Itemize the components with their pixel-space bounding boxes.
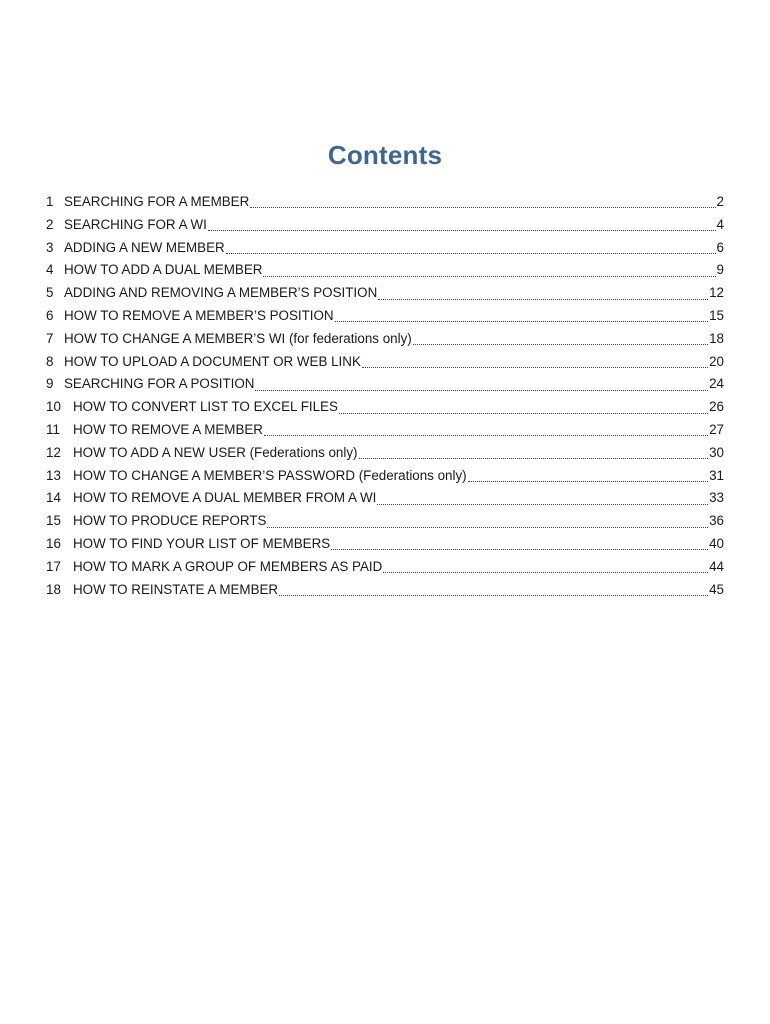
toc-entry-page: 12 (709, 285, 724, 301)
toc-entry[interactable] (46, 556, 724, 579)
toc-entry-page: 30 (709, 444, 724, 460)
toc-entry-number: 1 (46, 194, 54, 209)
dot-leader (339, 412, 708, 414)
toc-entry-title: HOW TO CHANGE A MEMBER’S PASSWORD (Federations only) (73, 467, 467, 483)
toc-entry[interactable] (46, 214, 724, 237)
toc-entry[interactable] (46, 579, 724, 602)
toc-entry-page: 45 (709, 581, 724, 597)
toc-entry-title: HOW TO REINSTATE A MEMBER (73, 581, 279, 597)
toc-entry[interactable] (46, 191, 724, 214)
toc-entry-title: HOW TO CHANGE A MEMBER’S WI (for federations only) (64, 330, 412, 346)
toc-entry-number: 12 (46, 444, 61, 460)
toc-entry-page: 18 (709, 330, 724, 346)
toc-entry-title: HOW TO ADD A NEW USER (Federations only) (73, 444, 358, 460)
dot-leader (359, 457, 709, 459)
dot-leader (378, 298, 708, 300)
toc-entry-title: HOW TO UPLOAD A DOCUMENT OR WEB LINK (64, 353, 361, 369)
toc-entry-page: 24 (709, 376, 724, 392)
toc-entry-title: HOW TO MARK A GROUP OF MEMBERS AS PAID (73, 558, 383, 574)
toc-entry-number: 5 (46, 285, 54, 301)
dot-leader (413, 343, 708, 345)
dot-leader (279, 594, 708, 596)
toc-entry[interactable] (46, 419, 724, 442)
toc-entry[interactable] (46, 282, 724, 305)
toc-entry[interactable] (46, 442, 724, 465)
toc-entry[interactable] (46, 487, 724, 510)
toc-entry[interactable] (46, 259, 724, 282)
toc-entry-title: HOW TO ADD A DUAL MEMBER (64, 262, 263, 278)
toc-entry-number: 7 (46, 330, 54, 346)
dot-leader (226, 252, 716, 254)
toc-entry-page: 36 (709, 513, 724, 529)
dot-leader (362, 366, 708, 368)
toc-entry-number: 15 (46, 513, 61, 529)
dot-leader (267, 526, 708, 528)
dot-leader (468, 480, 708, 482)
toc-entry-title: HOW TO FIND YOUR LIST OF MEMBERS (73, 535, 331, 551)
toc-entry-number: 18 (46, 581, 61, 597)
toc-entry[interactable] (46, 305, 724, 328)
toc-entry[interactable] (46, 237, 724, 260)
toc-entry-title: HOW TO REMOVE A MEMBER (73, 421, 263, 437)
dot-leader (377, 503, 708, 505)
toc-entry-number: 16 (46, 535, 61, 551)
toc-entry-page: 31 (709, 467, 724, 483)
toc-entry-page: 9 (716, 262, 724, 278)
toc-entry-title: HOW TO REMOVE A MEMBER’S POSITION (64, 307, 334, 323)
toc-entry-number: 3 (46, 239, 54, 255)
toc-entry-number: 11 (46, 421, 60, 437)
toc-entry-title: HOW TO PRODUCE REPORTS (73, 513, 267, 529)
toc-entry-title: HOW TO CONVERT LIST TO EXCEL FILES (73, 399, 338, 415)
toc-entry-page: 33 (709, 490, 724, 506)
toc-entry-page: 15 (709, 307, 724, 323)
toc-entry[interactable] (46, 533, 724, 556)
dot-leader (263, 275, 715, 277)
toc-entry-number: 10 (46, 399, 61, 415)
contents-heading: Contents (327, 140, 443, 170)
toc-entry-page: 4 (716, 216, 724, 232)
toc-entry-title: ADDING A NEW MEMBER (64, 239, 225, 255)
toc-entry-number: 9 (46, 376, 54, 392)
dot-leader (255, 389, 708, 391)
toc-entry-number: 8 (46, 353, 54, 369)
dot-leader (264, 434, 708, 436)
dot-leader (335, 320, 709, 322)
toc-entry[interactable] (46, 396, 724, 419)
toc-entry-page: 20 (709, 353, 724, 369)
toc-entry-page: 6 (716, 239, 724, 255)
toc-entry[interactable] (46, 373, 724, 396)
toc-entry-title: HOW TO REMOVE A DUAL MEMBER FROM A WI (73, 490, 377, 506)
dot-leader (331, 548, 708, 550)
toc-entry[interactable] (46, 465, 724, 488)
toc-entry[interactable] (46, 351, 724, 374)
toc-entry-page: 40 (709, 535, 724, 551)
toc-entry-number: 2 (46, 216, 54, 232)
toc-entry-title: SEARCHING FOR A MEMBER (64, 194, 250, 209)
dot-leader (208, 229, 716, 231)
toc-entry-page: 26 (709, 399, 724, 415)
toc-entry-number: 13 (46, 467, 61, 483)
dot-leader (383, 571, 708, 573)
toc-entry-page: 2 (716, 194, 724, 209)
toc-entry-number: 17 (46, 558, 61, 574)
toc-entry-page: 27 (709, 421, 724, 437)
table-of-contents (46, 191, 724, 601)
toc-entry-number: 14 (46, 490, 61, 506)
toc-entry-page: 44 (709, 558, 724, 574)
toc-entry-number: 6 (46, 307, 54, 323)
dot-leader (250, 206, 715, 208)
toc-entry-title: SEARCHING FOR A POSITION (64, 376, 255, 392)
toc-entry-title: ADDING AND REMOVING A MEMBER’S POSITION (64, 285, 378, 301)
toc-entry-title: SEARCHING FOR A WI (64, 216, 207, 232)
toc-entry[interactable] (46, 510, 724, 533)
toc-entry[interactable] (46, 328, 724, 351)
toc-entry-number: 4 (46, 262, 54, 278)
